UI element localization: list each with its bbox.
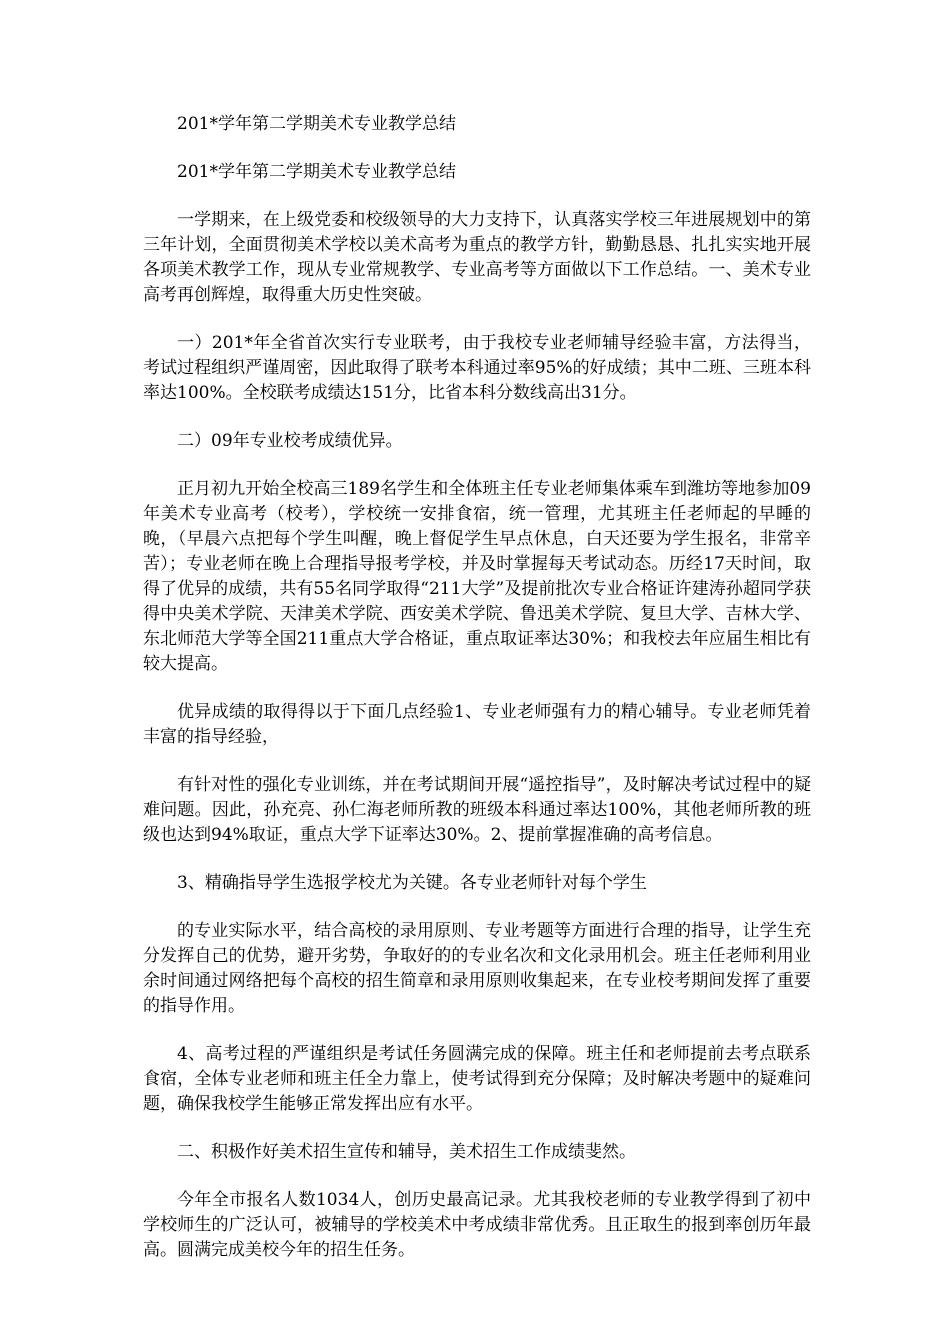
paragraph-school-exam-heading: 二）09年专业校考成绩优异。 bbox=[177, 431, 403, 451]
paragraph-experience-4: 4、高考过程的严谨组织是考试任务圆满完成的保障。班主任和老师提前去考点联系食宿，全体专业老师和班主任全力靠上，使考试得到充分保障；及时解决考题中的疑难问题，确保我校学生能够正常发挥出应有水平。 bbox=[143, 1044, 811, 1114]
paragraph-experience-3-cont: 的专业实际水平，结合高校的录用原则、专业考题等方面进行合理的指导，让学生充分发挥自己的优势，避开劣势，争取好的的专业名次和文化录用机会。班主任老师利用业余时间通过网络把每个高校的招生简章和录用原则收集起来，在专业校考期间发挥了重要的指导作用。 bbox=[143, 921, 811, 1016]
paragraph-experience-2: 有针对性的强化专业训练，并在考试期间开展“遥控指导”，及时解决考试过程中的疑难问题。因此，孙充亮、孙仁海老师所教的班级本科通过率达100%，其他老师所教的班级也达到94%取证，重点大学下证率达30%。2、提前掌握准确的高考信息。 bbox=[143, 775, 811, 845]
document-subtitle: 201*学年第二学期美术专业教学总结 bbox=[177, 162, 456, 182]
document-title: 201*学年第二学期美术专业教学总结 bbox=[177, 114, 456, 134]
paragraph-experience-1: 优异成绩的取得得以于下面几点经验1、专业老师强有力的精心辅导。专业老师凭着丰富的指导经验， bbox=[143, 702, 811, 747]
paragraph-experience-3: 3、精确指导学生选报学校尤为关键。各专业老师针对每个学生 bbox=[177, 873, 647, 893]
paragraph-joint-exam: 一）201*年全省首次实行专业联考，由于我校专业老师辅导经验丰富，方法得当，考试过程组织严谨周密，因此取得了联考本科通过率95%的好成绩；其中二班、三班本科率达100%。全校联考成绩达151分，比省本科分数线高出31分。 bbox=[143, 333, 811, 403]
paragraph-intro: 一学期来，在上级党委和校级领导的大力支持下，认真落实学校三年进展规划中的第三年计划，全面贯彻美术学校以美术高考为重点的教学方针，勤勤恳恳、扎扎实实地开展各项美术教学工作，现从专业常规教学、专业高考等方面做以下工作总结。一、美术专业高考再创辉煌，取得重大历史性突破。 bbox=[143, 210, 811, 305]
paragraph-section-two-heading: 二、积极作好美术招生宣传和辅导，美术招生工作成绩斐然。 bbox=[177, 1142, 636, 1162]
paragraph-school-exam: 正月初九开始全校高三189名学生和全体班主任专业老师集体乘车到潍坊等地参加09年美术专业高考（校考），学校统一安排食宿，统一管理，尤其班主任老师起的早睡的晚，（早晨六点把每个学生叫醒，晚上督促学生早点休息，白天还要为学生报名，非常辛苦）；专业老师在晚上合理指导报考学校，并及时掌握每天考试动态。历经17天时间，取得了优异的成绩，共有55名同学取得“211大学”及提前批次专业合格证许建涛孙超同学获得中央美术学院、天津美术学院、西安美术学院、鲁迅美术学院、复旦大学、吉林大学、东北师范大学等全国211重点大学合格证，重点取证率达30%；和我校去年应届生相比有较大提高。 bbox=[143, 479, 811, 674]
paragraph-enrollment: 今年全市报名人数1034人，创历史最高记录。尤其我校老师的专业教学得到了初中学校师生的广泛认可，被辅导的学校美术中考成绩非常优秀。且正取生的报到率创历年最高。圆满完成美校今年的招生任务。 bbox=[143, 1190, 811, 1260]
document-page bbox=[143, 112, 811, 1286]
